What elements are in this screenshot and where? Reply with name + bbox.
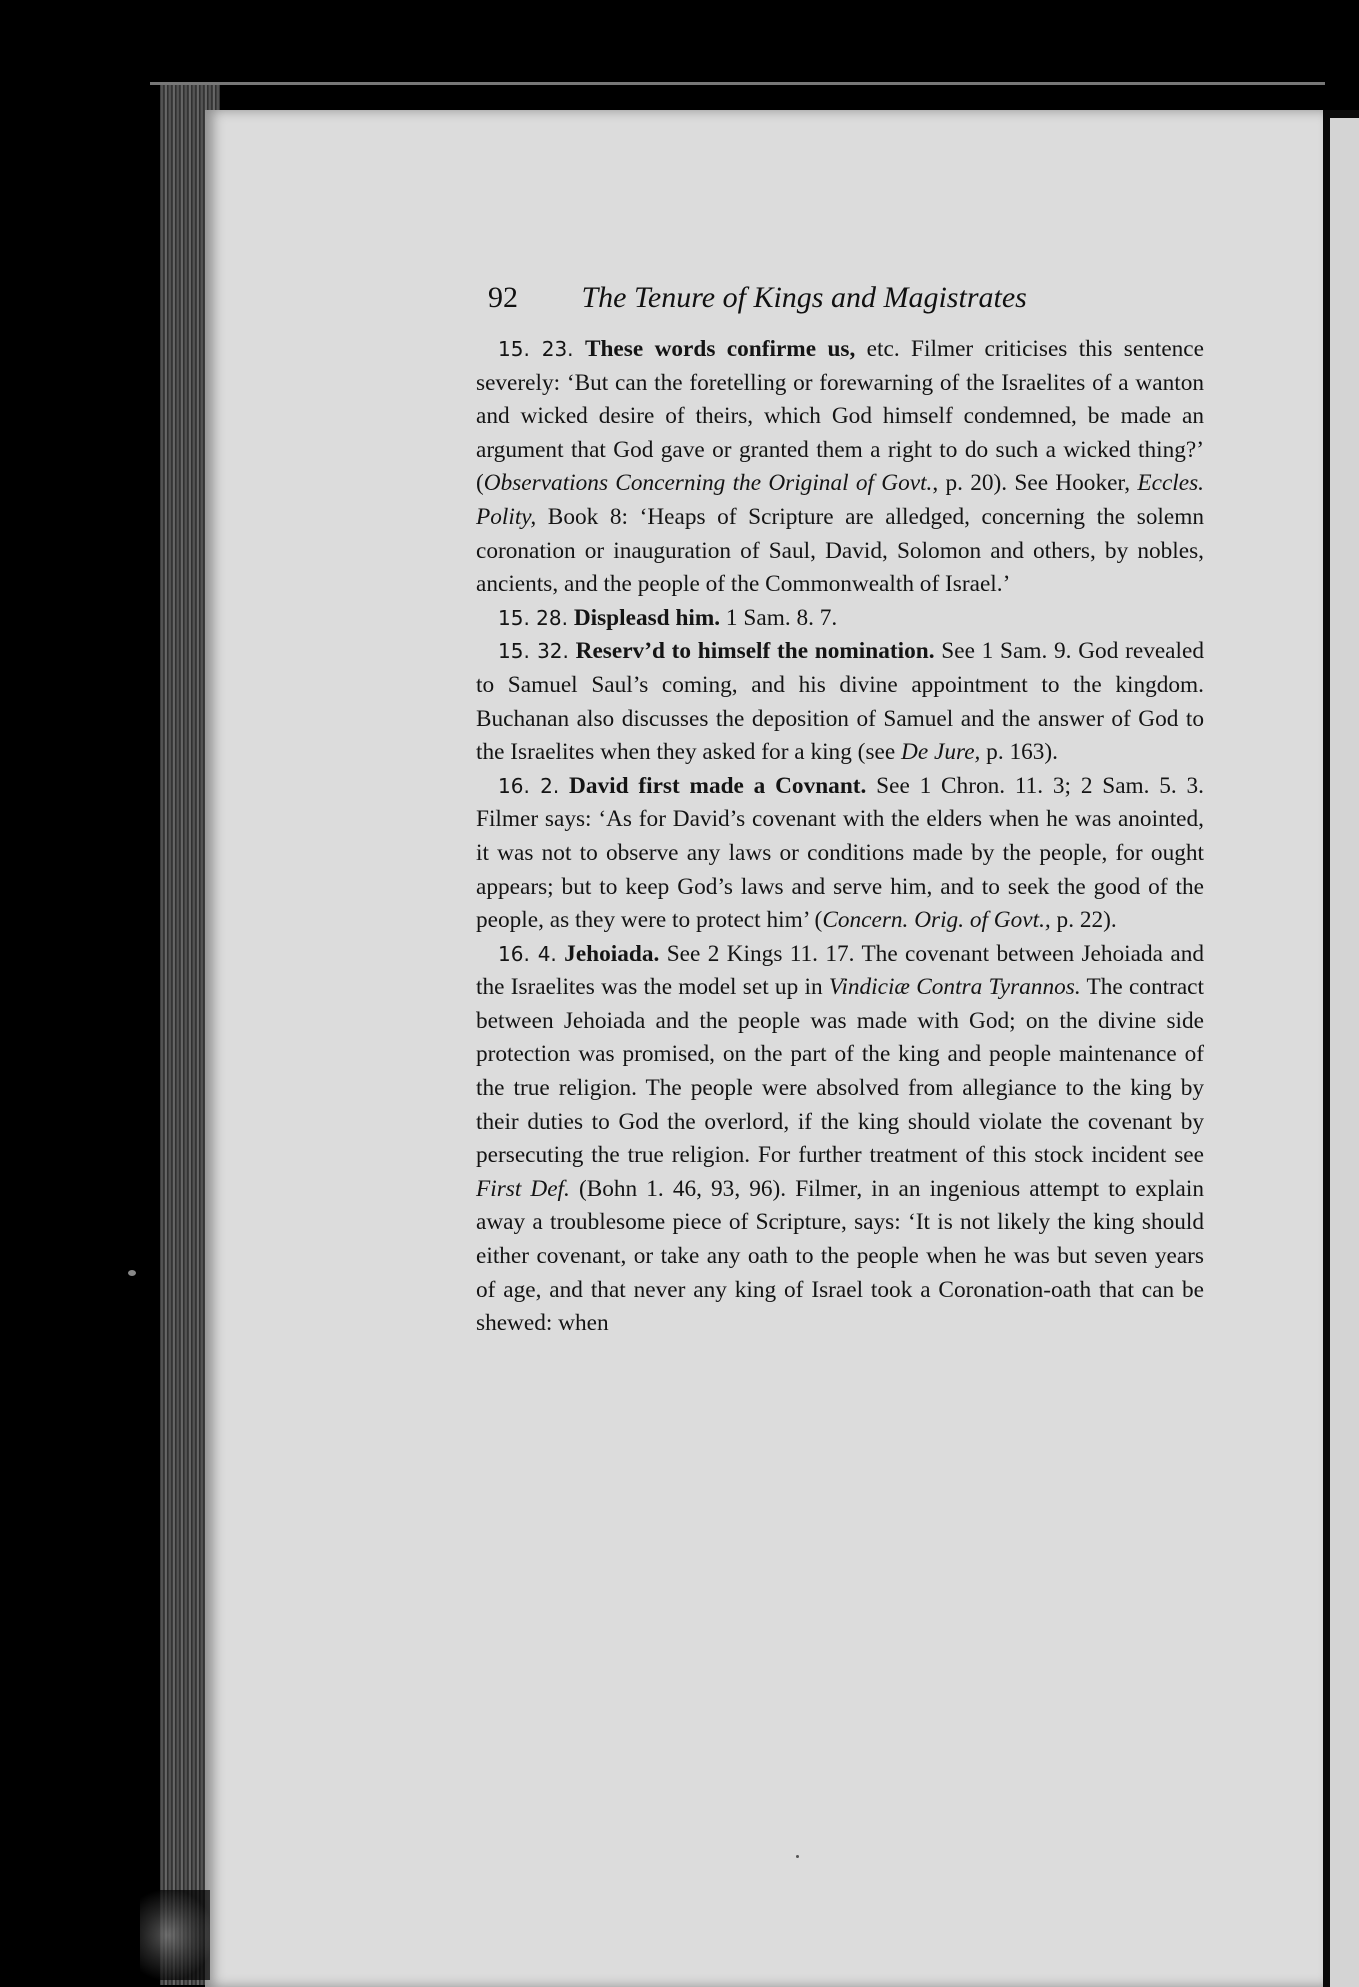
note-citation-title: Eccles. Polity, <box>476 470 1204 530</box>
page-header <box>488 281 1228 315</box>
note-text: The contract between Jehoiada and the people was made with God; on the divine side protection was promised, on the part of the king and people maintenance of the true religion. The people were absolved from allegiance to the king by their duties to God the overlord, if the king should violate the covenant by persecuting the true religion. For further treatment of this stock incident see <box>476 974 1204 1169</box>
note-text: (Bohn 1. 46, 93, 96). Filmer, in an ingenious attempt to explain away a troublesome piece of Scripture, says: ‘It is not likely the king should either covenant, or take any oath to the people when he was but seven years of age, and that never any king of Israel took a Coronation-oath that can be shewed: when <box>476 1175 1204 1337</box>
note-text: See 2 Kings 11. 17. The covenant between Jehoiada and the Israelites was the model set up in <box>476 940 1204 1001</box>
note-reference: 15. 23. <box>498 337 574 361</box>
running-head: The Tenure of Kings and Magistrates <box>581 281 1027 314</box>
note-text: p. 22). <box>1050 907 1117 934</box>
note-text: 1 Sam. 8. 7. <box>720 604 838 631</box>
note-text: p. 163). <box>980 739 1059 766</box>
note-lemma: Displeasd him. <box>573 604 721 631</box>
note-citation-title: De Jure, <box>901 739 981 766</box>
page-number: 92 <box>488 281 518 314</box>
note-citation-title: Observations Concerning the Original of Govt. <box>483 470 933 497</box>
note <box>476 333 1204 602</box>
note <box>476 635 1204 769</box>
note-lemma: Reserv’d to himself the nomination. <box>575 638 935 665</box>
note-text: etc. Filmer criticises this sentence severely: ‘But can the foretelling or forewarning of the Israelites of a wanton and wicked desire of theirs, which God himself condemned, be made an argument that God gave or granted them a right to do such a wicked thing?’ ( <box>476 336 1204 497</box>
note-lemma: David first made a Covnant. <box>569 772 867 799</box>
note-citation-title: Vindiciæ Contra Tyrannos. <box>828 974 1081 1001</box>
scan-artifact-bottom <box>140 1890 210 1980</box>
note <box>476 938 1204 1341</box>
scan-artifact <box>128 1270 136 1276</box>
note-text: , p. 20). See Hooker, <box>932 470 1138 497</box>
note-reference: 16. 2. <box>498 773 560 798</box>
note-reference: 15. 32. <box>498 639 569 664</box>
page-top-edge <box>150 82 1325 85</box>
note <box>476 770 1204 938</box>
note-text: See 1 Sam. 9. God revealed to Samuel Saul’s coming, and his divine appointment to the kingdom. Buchanan also discusses the deposition of Samuel and the answer of God to the Israelites when they asked for a king (see <box>476 638 1204 766</box>
note-reference: 16. 4. <box>498 941 557 966</box>
note-citation-title: First Def. <box>476 1175 570 1202</box>
facing-page-sliver <box>1330 118 1359 1987</box>
page-speck <box>796 1855 799 1858</box>
note-reference: 15. 28. <box>498 605 568 630</box>
note-text: See 1 Chron. 11. 3; 2 Sam. 5. 3. Filmer says: ‘As for David’s covenant with the elders when he was anointed, it was not to observe any laws or conditions made by the people, for ought appears; but to keep God’s laws and serve him, and to seek the good of the people, as they were to protect him’ ( <box>476 772 1205 934</box>
note-citation-title: Concern. Orig. of Govt., <box>822 907 1051 934</box>
notes-body <box>476 333 1204 1341</box>
note-lemma: Jehoiada. <box>564 940 660 967</box>
note <box>476 602 1204 636</box>
note-lemma: These words confirme us, <box>584 336 856 362</box>
note-text: Book 8: ‘Heaps of Scripture are alledged, concerning the solemn coronation or inauguration of Saul, David, Solomon and others, by nobles, ancients, and the people of the Commonwealth of Israel.’ <box>476 503 1204 598</box>
